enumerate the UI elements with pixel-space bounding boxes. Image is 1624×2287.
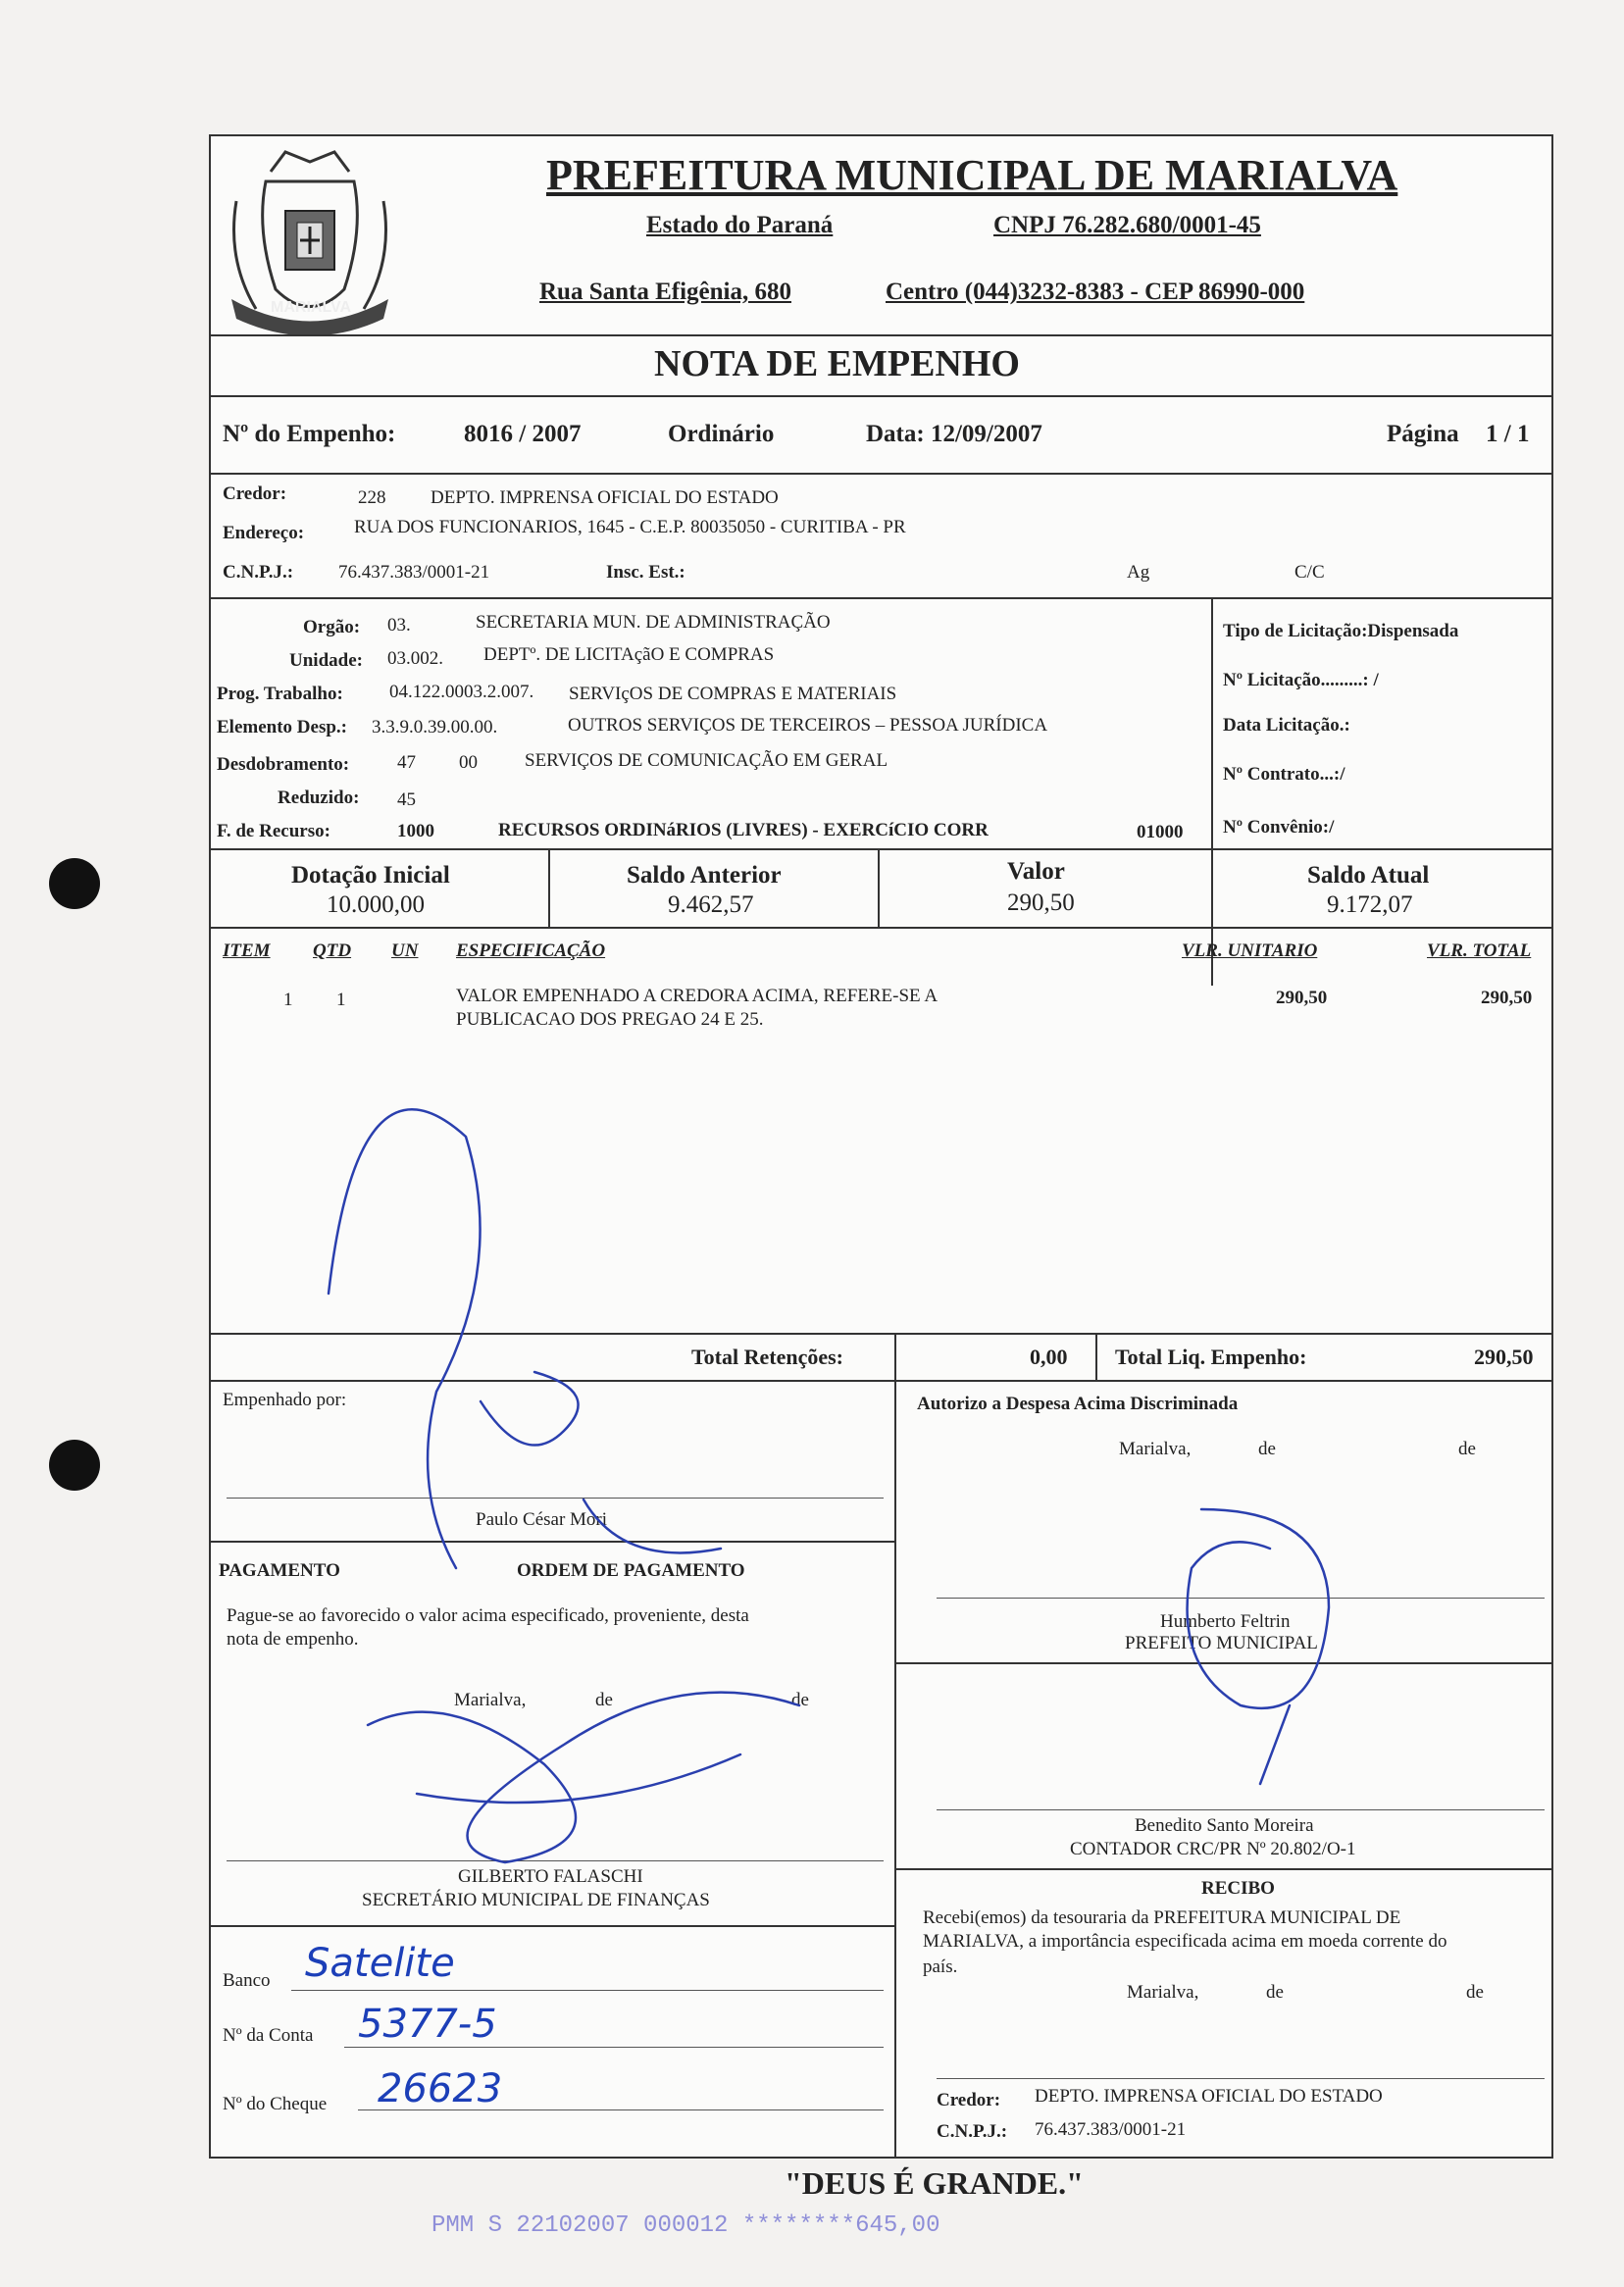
liquido-label: Total Liq. Empenho:: [1115, 1345, 1307, 1369]
retencoes-value: 0,00: [1030, 1345, 1068, 1369]
right-place: Marialva,: [1119, 1439, 1192, 1459]
ordem-pagamento-label: ORDEM DE PAGAMENTO: [517, 1560, 745, 1581]
recibo-de-1: de: [1266, 1982, 1284, 2003]
retencoes-label: Total Retenções:: [691, 1345, 843, 1369]
address-label: Endereço:: [223, 523, 305, 543]
recibo-credor-name: DEPTO. IMPRENSA OFICIAL DO ESTADO: [1035, 2086, 1383, 2107]
contador-name: Benedito Santo Moreira: [1135, 1815, 1314, 1836]
cc-label: C/C: [1294, 562, 1325, 583]
document-title: NOTA DE EMPENHO: [654, 343, 1020, 384]
prog-label: Prog. Trabalho:: [217, 684, 343, 704]
pague-text-2: nota de empenho.: [227, 1629, 359, 1650]
recurso-label: F. de Recurso:: [217, 821, 330, 841]
empenhado-label: Empenhado por:: [223, 1390, 347, 1410]
left-de-1: de: [595, 1690, 613, 1710]
desdobramento-label: Desdobramento:: [217, 754, 350, 775]
prog-name: SERVIçOS DE COMPRAS E MATERIAIS: [569, 684, 897, 704]
dotacao-value: 10.000,00: [327, 891, 425, 918]
elemento-code: 3.3.9.0.39.00.00.: [372, 717, 498, 737]
right-de-1: de: [1258, 1439, 1276, 1459]
saldo-atual-label: Saldo Atual: [1307, 862, 1430, 889]
recibo-text-3: país.: [923, 1957, 958, 1977]
page-number: 1 / 1: [1486, 421, 1530, 447]
prefeito-name: Humberto Feltrin: [1160, 1611, 1291, 1632]
col-un: UN: [391, 940, 419, 961]
col-qtd: QTD: [313, 940, 352, 961]
orgao-label: Orgão:: [303, 617, 361, 637]
conta-value: 5377-5: [358, 2002, 497, 2047]
item-desc-line1: VALOR EMPENHADO A CREDORA ACIMA, REFERE-SE A: [456, 986, 939, 1006]
saldo-atual-value: 9.172,07: [1327, 891, 1413, 918]
empenho-number-label: Nº do Empenho:: [223, 421, 396, 447]
saldo-anterior-label: Saldo Anterior: [627, 862, 782, 889]
page-title: PREFEITURA MUNICIPAL DE MARIALVA: [546, 151, 1398, 199]
col-unitario: VLR. UNITARIO: [1182, 940, 1318, 961]
empenho-number: 8016 / 2007: [464, 421, 582, 447]
recibo-label: RECIBO: [1201, 1878, 1275, 1899]
page-label: Página: [1387, 421, 1459, 447]
orgao-code: 03.: [387, 615, 411, 635]
nota-de-empenho-form: [209, 134, 1553, 2159]
orgao-name: SECRETARIA MUN. DE ADMINISTRAÇÃO: [476, 612, 831, 633]
col-especificacao: ESPECIFICAÇÃO: [456, 940, 606, 961]
secretario-title: SECRETÁRIO MUNICIPAL DE FINANÇAS: [362, 1890, 710, 1910]
empenho-type: Ordinário: [668, 421, 775, 447]
recibo-cnpj-label: C.N.P.J.:: [937, 2121, 1008, 2142]
reduzido-label: Reduzido:: [278, 788, 360, 808]
cheque-label: Nº do Cheque: [223, 2094, 328, 2114]
pagamento-label: PAGAMENTO: [219, 1560, 340, 1581]
item-unit-value: 290,50: [1276, 988, 1328, 1008]
recurso-code: 1000: [397, 821, 434, 841]
cnpj-label: CNPJ 76.282.680/0001-45: [993, 212, 1261, 238]
col-total: VLR. TOTAL: [1427, 940, 1532, 961]
unidade-code: 03.002.: [387, 648, 443, 669]
empenhado-name: Paulo César Mori: [476, 1509, 608, 1530]
valor-value: 290,50: [1007, 889, 1075, 916]
banco-value: Satelite: [305, 1941, 455, 1986]
liquido-value: 290,50: [1474, 1345, 1534, 1369]
saldo-anterior-value: 9.462,57: [668, 891, 754, 918]
col-item: ITEM: [223, 940, 271, 961]
secretario-name: GILBERTO FALASCHI: [458, 1866, 643, 1887]
reduzido-value: 45: [397, 789, 416, 810]
punch-hole-top: [49, 858, 100, 909]
credor-cnpj: 76.437.383/0001-21: [338, 562, 490, 583]
crest-text: MARIALVA: [271, 299, 352, 316]
credor-name: DEPTO. IMPRENSA OFICIAL DO ESTADO: [431, 487, 779, 508]
signature-strokes: [211, 136, 1551, 2157]
left-de-2: de: [791, 1690, 809, 1710]
pague-text-1: Pague-se ao favorecido o valor acima especificado, proveniente, desta: [227, 1605, 749, 1626]
contador-title: CONTADOR CRC/PR Nº 20.802/O-1: [1070, 1839, 1356, 1859]
item-total-value: 290,50: [1481, 988, 1533, 1008]
unidade-name: DEPTº. DE LICITAçãO E COMPRAS: [483, 644, 775, 665]
address-contact: Centro (044)3232-8383 - CEP 86990-000: [886, 279, 1305, 305]
numero-contrato: Nº Contrato...:/: [1223, 764, 1345, 785]
data-licitacao: Data Licitação.:: [1223, 715, 1350, 736]
punch-hole-bottom: [49, 1440, 100, 1491]
recurso-name: RECURSOS ORDINáRIOS (LIVRES) - EXERCíCIO CORR: [498, 820, 989, 840]
numero-convenio: Nº Convênio:/: [1223, 817, 1335, 838]
footer-motto: "DEUS É GRANDE.": [785, 2165, 1084, 2201]
tipo-licitacao: Tipo de Licitação:Dispensada: [1223, 621, 1459, 641]
desdobramento-code: 47: [397, 752, 416, 773]
empenho-date: Data: 12/09/2007: [866, 421, 1042, 447]
valor-label: Valor: [1007, 858, 1065, 885]
credor-code: 228: [358, 487, 386, 508]
recibo-text-2: MARIALVA, a importância especificada acima em moeda corrente do: [923, 1931, 1447, 1952]
dotacao-label: Dotação Inicial: [291, 862, 450, 889]
numero-licitacao: Nº Licitação.........: /: [1223, 670, 1379, 690]
credor-cnpj-label: C.N.P.J.:: [223, 562, 294, 583]
elemento-label: Elemento Desp.:: [217, 717, 347, 737]
item-number: 1: [283, 990, 293, 1010]
cheque-value: 26623: [378, 2066, 503, 2111]
recibo-credor-label: Credor:: [937, 2090, 1001, 2110]
conta-label: Nº da Conta: [223, 2025, 314, 2046]
state-label: Estado do Paraná: [646, 212, 834, 238]
recurso-code2: 01000: [1137, 822, 1184, 842]
recibo-de-2: de: [1466, 1982, 1484, 2003]
item-qtd: 1: [336, 990, 346, 1010]
prog-code: 04.122.0003.2.007.: [389, 682, 534, 702]
desdobramento-name: SERVIÇOS DE COMUNICAÇÃO EM GERAL: [525, 750, 888, 771]
unidade-label: Unidade:: [289, 650, 363, 671]
item-desc-line2: PUBLICACAO DOS PREGAO 24 E 25.: [456, 1009, 764, 1030]
left-place: Marialva,: [454, 1690, 527, 1710]
recibo-place: Marialva,: [1127, 1982, 1199, 2003]
elemento-name: OUTROS SERVIÇOS DE TERCEIROS – PESSOA JURÍDICA: [568, 715, 1048, 736]
recibo-cnpj: 76.437.383/0001-21: [1035, 2119, 1187, 2140]
address-street: Rua Santa Efigênia, 680: [539, 279, 791, 305]
autorizo-label: Autorizo a Despesa Acima Discriminada: [917, 1394, 1239, 1414]
recibo-text-1: Recebi(emos) da tesouraria da PREFEITURA MUNICIPAL DE: [923, 1907, 1401, 1928]
footer-stamp: PMM S 22102007 000012 ********645,00: [431, 2212, 940, 2239]
banco-label: Banco: [223, 1970, 271, 1991]
desdobramento-code2: 00: [459, 752, 478, 773]
insc-label: Insc. Est.:: [606, 562, 685, 583]
credor-address: RUA DOS FUNCIONARIOS, 1645 - C.E.P. 80035050 - CURITIBA - PR: [354, 517, 906, 537]
credor-label: Credor:: [223, 483, 287, 504]
prefeito-title: PREFEITO MUNICIPAL: [1125, 1633, 1318, 1653]
ag-label: Ag: [1127, 562, 1150, 583]
right-de-2: de: [1458, 1439, 1476, 1459]
